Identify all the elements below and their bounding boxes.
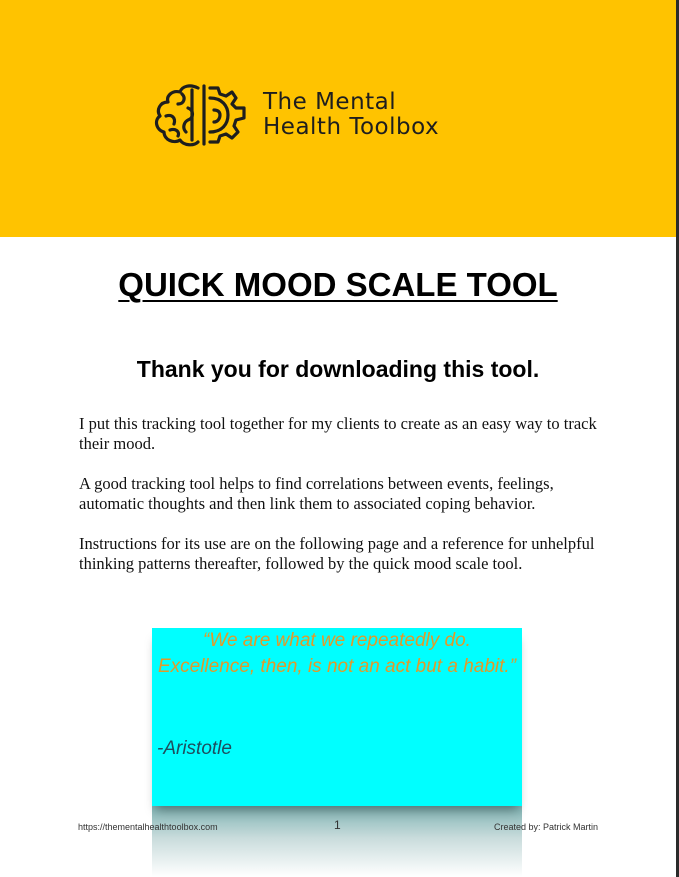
paragraph-instructions: Instructions for its use are on the following page and a reference for unhelpful thinking patterns thereafter, followed by the quick mood scale tool.: [79, 534, 595, 573]
brand-name-line2: Health Toolbox: [263, 114, 440, 140]
intro-body: [79, 414, 604, 594]
quote-text: “We are what we repeatedly do. Excellence, then, is not an act but a habit.”: [157, 630, 517, 677]
paragraph-intro: I put this tracking tool together for my clients to create as an easy way to track their mood.: [79, 414, 597, 453]
page-number: 1: [334, 818, 341, 832]
brain-gear-icon: [148, 82, 253, 148]
quote-box-reflection: [152, 806, 522, 877]
brand-name: [263, 90, 439, 140]
page-subtitle: Thank you for downloading this tool.: [136, 356, 540, 382]
header-banner: [0, 0, 676, 237]
brand-logo: [148, 82, 439, 148]
paragraph-purpose: A good tracking tool helps to find correlations between events, feelings, automatic thoughts and then link them to associated coping behavior.: [79, 474, 554, 513]
brand-name-line1: The Mental: [263, 89, 397, 115]
footer-url: https://thementalhealthtoolbox.com: [78, 822, 218, 832]
page-title: QUICK MOOD SCALE TOOL: [118, 266, 558, 303]
quote-author: -Aristotle: [157, 738, 232, 759]
footer-credit: Created by: Patrick Martin: [494, 822, 599, 832]
quote-box: [152, 628, 522, 806]
